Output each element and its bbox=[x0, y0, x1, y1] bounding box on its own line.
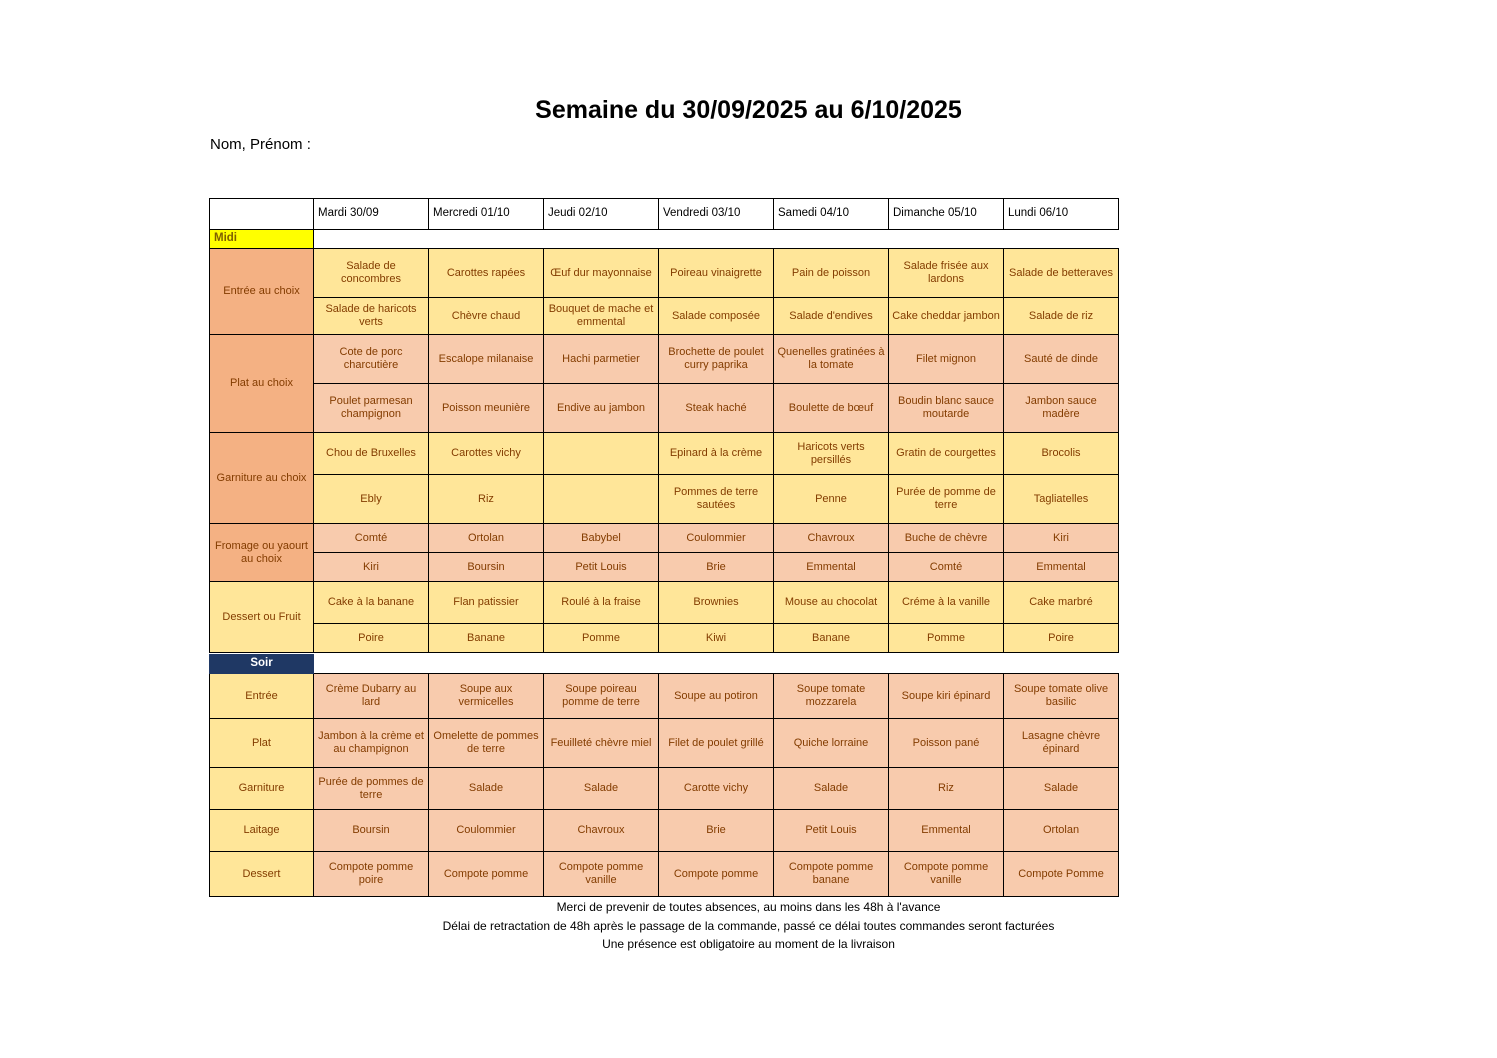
corner-cell bbox=[210, 199, 314, 230]
soir-laitage-d6[interactable]: Ortolan bbox=[1004, 810, 1119, 852]
soir-plat-d3[interactable]: Filet de poulet grillé bbox=[659, 719, 774, 768]
midi-entree-2-d0[interactable]: Salade de haricots verts bbox=[314, 298, 429, 335]
midi-entree-2-d1[interactable]: Chèvre chaud bbox=[429, 298, 544, 335]
midi-garniture-1-d4[interactable]: Haricots verts persillés bbox=[774, 433, 889, 475]
soir-dessert-d0[interactable]: Compote pomme poire bbox=[314, 852, 429, 897]
soir-dessert-d4[interactable]: Compote pomme banane bbox=[774, 852, 889, 897]
midi-plat-2-d4[interactable]: Boulette de bœuf bbox=[774, 384, 889, 433]
midi-plat-2-d1[interactable]: Poisson meunière bbox=[429, 384, 544, 433]
soir-dessert-d2[interactable]: Compote pomme vanille bbox=[544, 852, 659, 897]
table-row bbox=[210, 335, 1119, 384]
soir-laitage-d0[interactable]: Boursin bbox=[314, 810, 429, 852]
day-header-6: Lundi 06/10 bbox=[1004, 199, 1119, 230]
midi-plat-2-d5[interactable]: Boudin blanc sauce moutarde bbox=[889, 384, 1004, 433]
midi-plat-1-d4[interactable]: Quenelles gratinées à la tomate bbox=[774, 335, 889, 384]
midi-garniture-1-d5[interactable]: Gratin de courgettes bbox=[889, 433, 1004, 475]
soir-dessert-d6[interactable]: Compote Pomme bbox=[1004, 852, 1119, 897]
soir-entree-d3[interactable]: Soupe au potiron bbox=[659, 674, 774, 719]
midi-entree-1-d6[interactable]: Salade de betteraves bbox=[1004, 249, 1119, 298]
midi-entree-2-d4[interactable]: Salade d'endives bbox=[774, 298, 889, 335]
soir-badge-spacer bbox=[314, 655, 1119, 674]
soir-plat-d1[interactable]: Omelette de pommes de terre bbox=[429, 719, 544, 768]
soir-laitage-d4[interactable]: Petit Louis bbox=[774, 810, 889, 852]
footer-line-2: Délai de retractation de 48h après le passage de la commande, passé ce délai toutes commandes seront facturées bbox=[442, 918, 1055, 933]
day-header-row bbox=[210, 199, 1119, 230]
soir-entree-d0[interactable]: Crème Dubarry au lard bbox=[314, 674, 429, 719]
page-title: Semaine du 30/09/2025 au 6/10/2025 bbox=[535, 96, 962, 124]
soir-garniture-d2[interactable]: Salade bbox=[544, 768, 659, 810]
midi-entree-1-d3[interactable]: Poireau vinaigrette bbox=[659, 249, 774, 298]
midi-fromage-2-d4[interactable]: Emmental bbox=[774, 553, 889, 582]
soir-entree-d2[interactable]: Soupe poireau pomme de terre bbox=[544, 674, 659, 719]
section-label-fromage: Fromage ou yaourt au choix bbox=[210, 524, 314, 582]
soir-menu-table bbox=[209, 654, 1119, 897]
midi-fromage-2-d3[interactable]: Brie bbox=[659, 553, 774, 582]
midi-dessert-2-d6[interactable]: Poire bbox=[1004, 624, 1119, 653]
midi-dessert-2-d1[interactable]: Banane bbox=[429, 624, 544, 653]
section-label-dessert: Dessert ou Fruit bbox=[210, 582, 314, 653]
table-row bbox=[210, 810, 1119, 852]
footer-line-1: Merci de prevenir de toutes absences, au moins dans les 48h à l'avance bbox=[556, 900, 941, 914]
midi-entree-1-d0[interactable]: Salade de concombres bbox=[314, 249, 429, 298]
midi-dessert-2-d2[interactable]: Pomme bbox=[544, 624, 659, 653]
day-header-5: Dimanche 05/10 bbox=[889, 199, 1004, 230]
midi-fromage-1-d4[interactable]: Chavroux bbox=[774, 524, 889, 553]
midi-dessert-1-d0[interactable]: Cake à la banane bbox=[314, 582, 429, 624]
midi-entree-2-d2[interactable]: Bouquet de mache et emmental bbox=[544, 298, 659, 335]
midi-dessert-1-d5[interactable]: Créme à la vanille bbox=[889, 582, 1004, 624]
midi-garniture-1-d3[interactable]: Epinard à la crème bbox=[659, 433, 774, 475]
soir-garniture-d0[interactable]: Purée de pommes de terre bbox=[314, 768, 429, 810]
midi-entree-1-d2[interactable]: Œuf dur mayonnaise bbox=[544, 249, 659, 298]
soir-plat-d5[interactable]: Poisson pané bbox=[889, 719, 1004, 768]
midi-garniture-2-d5[interactable]: Purée de pomme de terre bbox=[889, 475, 1004, 524]
midi-entree-1-d1[interactable]: Carottes rapées bbox=[429, 249, 544, 298]
midi-fromage-2-d2[interactable]: Petit Louis bbox=[544, 553, 659, 582]
footer-notes bbox=[0, 898, 1497, 954]
midi-fromage-1-d3[interactable]: Coulommier bbox=[659, 524, 774, 553]
midi-badge-spacer bbox=[314, 230, 1119, 249]
midi-fromage-1-d0[interactable]: Comté bbox=[314, 524, 429, 553]
soir-garniture-d3[interactable]: Carotte vichy bbox=[659, 768, 774, 810]
midi-plat-1-d1[interactable]: Escalope milanaise bbox=[429, 335, 544, 384]
soir-garniture-d4[interactable]: Salade bbox=[774, 768, 889, 810]
soir-laitage-d5[interactable]: Emmental bbox=[889, 810, 1004, 852]
midi-fromage-1-d6[interactable]: Kiri bbox=[1004, 524, 1119, 553]
soir-section-label-entree: Entrée bbox=[210, 674, 314, 719]
soir-entree-d1[interactable]: Soupe aux vermicelles bbox=[429, 674, 544, 719]
soir-laitage-d1[interactable]: Coulommier bbox=[429, 810, 544, 852]
midi-garniture-2-d6[interactable]: Tagliatelles bbox=[1004, 475, 1119, 524]
day-header-3: Vendredi 03/10 bbox=[659, 199, 774, 230]
midi-fromage-2-d5[interactable]: Comté bbox=[889, 553, 1004, 582]
midi-plat-2-d0[interactable]: Poulet parmesan champignon bbox=[314, 384, 429, 433]
midi-garniture-2-d2[interactable] bbox=[544, 475, 659, 524]
midi-fromage-2-d0[interactable]: Kiri bbox=[314, 553, 429, 582]
soir-entree-d5[interactable]: Soupe kiri épinard bbox=[889, 674, 1004, 719]
midi-entree-2-d5[interactable]: Cake cheddar jambon bbox=[889, 298, 1004, 335]
midi-dessert-2-d4[interactable]: Banane bbox=[774, 624, 889, 653]
midi-dessert-1-d1[interactable]: Flan patissier bbox=[429, 582, 544, 624]
midi-fromage-2-d6[interactable]: Emmental bbox=[1004, 553, 1119, 582]
midi-fromage-1-d5[interactable]: Buche de chèvre bbox=[889, 524, 1004, 553]
midi-badge: Midi bbox=[210, 230, 314, 249]
midi-garniture-2-d4[interactable]: Penne bbox=[774, 475, 889, 524]
name-field-label: Nom, Prénom : bbox=[210, 136, 311, 153]
soir-plat-d2[interactable]: Feuilleté chèvre miel bbox=[544, 719, 659, 768]
table-row bbox=[210, 719, 1119, 768]
midi-garniture-1-d2[interactable] bbox=[544, 433, 659, 475]
soir-section-label-dessert: Dessert bbox=[210, 852, 314, 897]
soir-laitage-d3[interactable]: Brie bbox=[659, 810, 774, 852]
midi-dessert-1-d2[interactable]: Roulé à la fraise bbox=[544, 582, 659, 624]
midi-entree-2-d6[interactable]: Salade de riz bbox=[1004, 298, 1119, 335]
table-row bbox=[210, 553, 1119, 582]
section-label-entree: Entrée au choix bbox=[210, 249, 314, 335]
table-row bbox=[210, 768, 1119, 810]
footer-line-3: Une présence est obligatoire au moment de la livraison bbox=[602, 937, 895, 952]
midi-plat-1-d3[interactable]: Brochette de poulet curry paprika bbox=[659, 335, 774, 384]
table-row bbox=[210, 433, 1119, 475]
soir-plat-d6[interactable]: Lasagne chèvre épinard bbox=[1004, 719, 1119, 768]
soir-badge-row bbox=[210, 655, 1119, 674]
soir-section-label-laitage: Laitage bbox=[210, 810, 314, 852]
midi-dessert-1-d3[interactable]: Brownies bbox=[659, 582, 774, 624]
midi-entree-1-d4[interactable]: Pain de poisson bbox=[774, 249, 889, 298]
midi-entree-1-d5[interactable]: Salade frisée aux lardons bbox=[889, 249, 1004, 298]
table-row bbox=[210, 384, 1119, 433]
soir-dessert-d3[interactable]: Compote pomme bbox=[659, 852, 774, 897]
table-row bbox=[210, 298, 1119, 335]
midi-dessert-1-d6[interactable]: Cake marbré bbox=[1004, 582, 1119, 624]
table-row bbox=[210, 624, 1119, 653]
section-label-garniture: Garniture au choix bbox=[210, 433, 314, 524]
soir-garniture-d6[interactable]: Salade bbox=[1004, 768, 1119, 810]
midi-garniture-2-d1[interactable]: Riz bbox=[429, 475, 544, 524]
midi-fromage-1-d2[interactable]: Babybel bbox=[544, 524, 659, 553]
midi-dessert-2-d3[interactable]: Kiwi bbox=[659, 624, 774, 653]
midi-plat-1-d0[interactable]: Cote de porc charcutière bbox=[314, 335, 429, 384]
day-header-1: Mercredi 01/10 bbox=[429, 199, 544, 230]
soir-laitage-d2[interactable]: Chavroux bbox=[544, 810, 659, 852]
midi-badge-row bbox=[210, 230, 1119, 249]
soir-section-label-plat: Plat bbox=[210, 719, 314, 768]
midi-plat-2-d3[interactable]: Steak haché bbox=[659, 384, 774, 433]
midi-garniture-1-d6[interactable]: Brocolis bbox=[1004, 433, 1119, 475]
table-row bbox=[210, 524, 1119, 553]
table-row bbox=[210, 582, 1119, 624]
table-row bbox=[210, 674, 1119, 719]
soir-dessert-d1[interactable]: Compote pomme bbox=[429, 852, 544, 897]
midi-menu-table bbox=[209, 198, 1119, 653]
day-header-0: Mardi 30/09 bbox=[314, 199, 429, 230]
midi-dessert-2-d5[interactable]: Pomme bbox=[889, 624, 1004, 653]
midi-garniture-2-d0[interactable]: Ebly bbox=[314, 475, 429, 524]
midi-dessert-2-d0[interactable]: Poire bbox=[314, 624, 429, 653]
soir-entree-d4[interactable]: Soupe tomate mozzarela bbox=[774, 674, 889, 719]
midi-garniture-1-d1[interactable]: Carottes vichy bbox=[429, 433, 544, 475]
midi-fromage-2-d1[interactable]: Boursin bbox=[429, 553, 544, 582]
midi-dessert-1-d4[interactable]: Mouse au chocolat bbox=[774, 582, 889, 624]
soir-entree-d6[interactable]: Soupe tomate olive basilic bbox=[1004, 674, 1119, 719]
midi-plat-1-d5[interactable]: Filet mignon bbox=[889, 335, 1004, 384]
day-header-4: Samedi 04/10 bbox=[774, 199, 889, 230]
midi-entree-2-d3[interactable]: Salade composée bbox=[659, 298, 774, 335]
midi-fromage-1-d1[interactable]: Ortolan bbox=[429, 524, 544, 553]
midi-plat-1-d6[interactable]: Sauté de dinde bbox=[1004, 335, 1119, 384]
soir-section-label-garniture: Garniture bbox=[210, 768, 314, 810]
section-label-plat: Plat au choix bbox=[210, 335, 314, 433]
midi-garniture-1-d0[interactable]: Chou de Bruxelles bbox=[314, 433, 429, 475]
table-row bbox=[210, 249, 1119, 298]
day-header-2: Jeudi 02/10 bbox=[544, 199, 659, 230]
table-row bbox=[210, 475, 1119, 524]
soir-dessert-d5[interactable]: Compote pomme vanille bbox=[889, 852, 1004, 897]
table-row bbox=[210, 852, 1119, 897]
midi-plat-2-d2[interactable]: Endive au jambon bbox=[544, 384, 659, 433]
midi-plat-1-d2[interactable]: Hachi parmetier bbox=[544, 335, 659, 384]
midi-plat-2-d6[interactable]: Jambon sauce madère bbox=[1004, 384, 1119, 433]
soir-garniture-d1[interactable]: Salade bbox=[429, 768, 544, 810]
soir-garniture-d5[interactable]: Riz bbox=[889, 768, 1004, 810]
midi-garniture-2-d3[interactable]: Pommes de terre sautées bbox=[659, 475, 774, 524]
soir-plat-d4[interactable]: Quiche lorraine bbox=[774, 719, 889, 768]
soir-plat-d0[interactable]: Jambon à la crème et au champignon bbox=[314, 719, 429, 768]
soir-badge: Soir bbox=[210, 655, 314, 674]
